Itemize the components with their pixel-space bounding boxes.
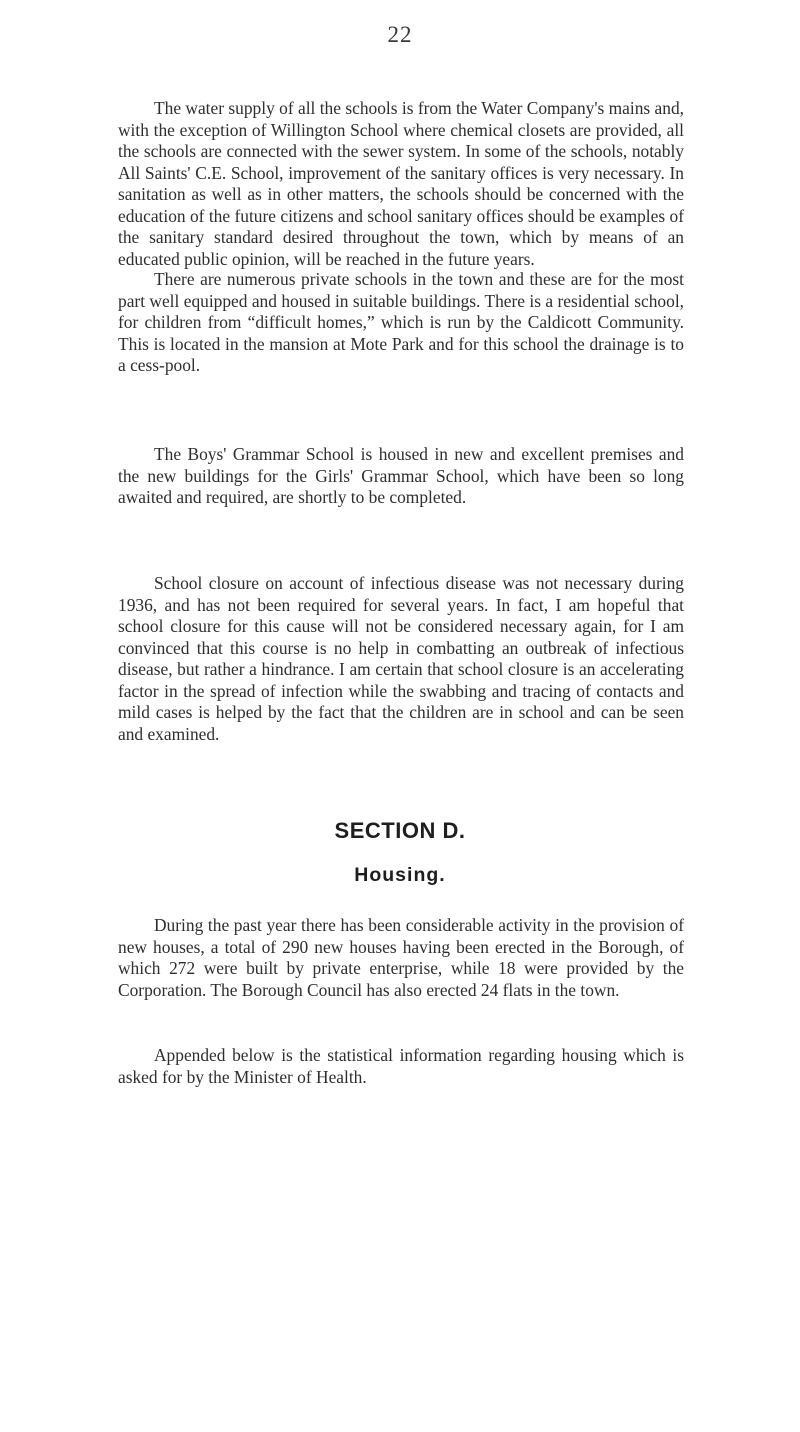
paragraph-grammar-schools: The Boys' Grammar School is housed in new and excellent premises and the new buildings for the Girls' Grammar School, which have been so long awaited and required, are shortly to be completed. <box>118 444 684 507</box>
page-number: 22 <box>387 22 413 47</box>
paragraph-water-supply: The water supply of all the schools is from the Water Company's mains and, with the exception of Willington School where chemical closets are provided, all the schools are connected with the sewer system. In some of the schools, notably All Saints' C.E. School, improvement of the sanitary offices is very necessary. In sanitation as well as in other matters, the schools should be concerned with the education of the future citizens and school sanitary offices should be examples of the sanitary standard desired throughout the town, which by means of an educated public opinion, will be reached in the future years. <box>118 98 684 269</box>
paragraph-private-schools: There are numerous private schools in the town and these are for the most part well equipped and housed in suitable buildings. There is a residential school, for children from “difficult homes,” which is run by the Caldicott Community. This is located in the mansion at Mote Park and for this school the drainage is to a cess-pool. <box>118 269 684 375</box>
paragraph-housing-activity: During the past year there has been considerable activity in the provision of new houses, a total of 290 new houses having been erected in the Borough, of which 272 were built by private enterprise, while 18 were provided by the Corporation. The Borough Council has also erected 24 flats in the town. <box>118 915 684 1000</box>
section-title: SECTION D. <box>334 818 466 843</box>
paragraph-school-closure: School closure on account of infectious disease was not necessary during 1936, and has not been required for several years. In fact, I am hopeful that school closure for this cause will not be considered necessary again, for I am convinced that this course is no help in combatting an outbreak of infectious disease, but rather a hindrance. I am certain that school closure is an accelerating factor in the spread of infection while the swabbing and tracing of contacts and mild cases is helped by the fact that the children are in school and can be seen and examined. <box>118 573 684 744</box>
section-subtitle: Housing. <box>354 864 446 886</box>
paragraph-statistical-info: Appended below is the statistical information regarding housing which is asked for by the Minister of Health. <box>118 1045 684 1087</box>
